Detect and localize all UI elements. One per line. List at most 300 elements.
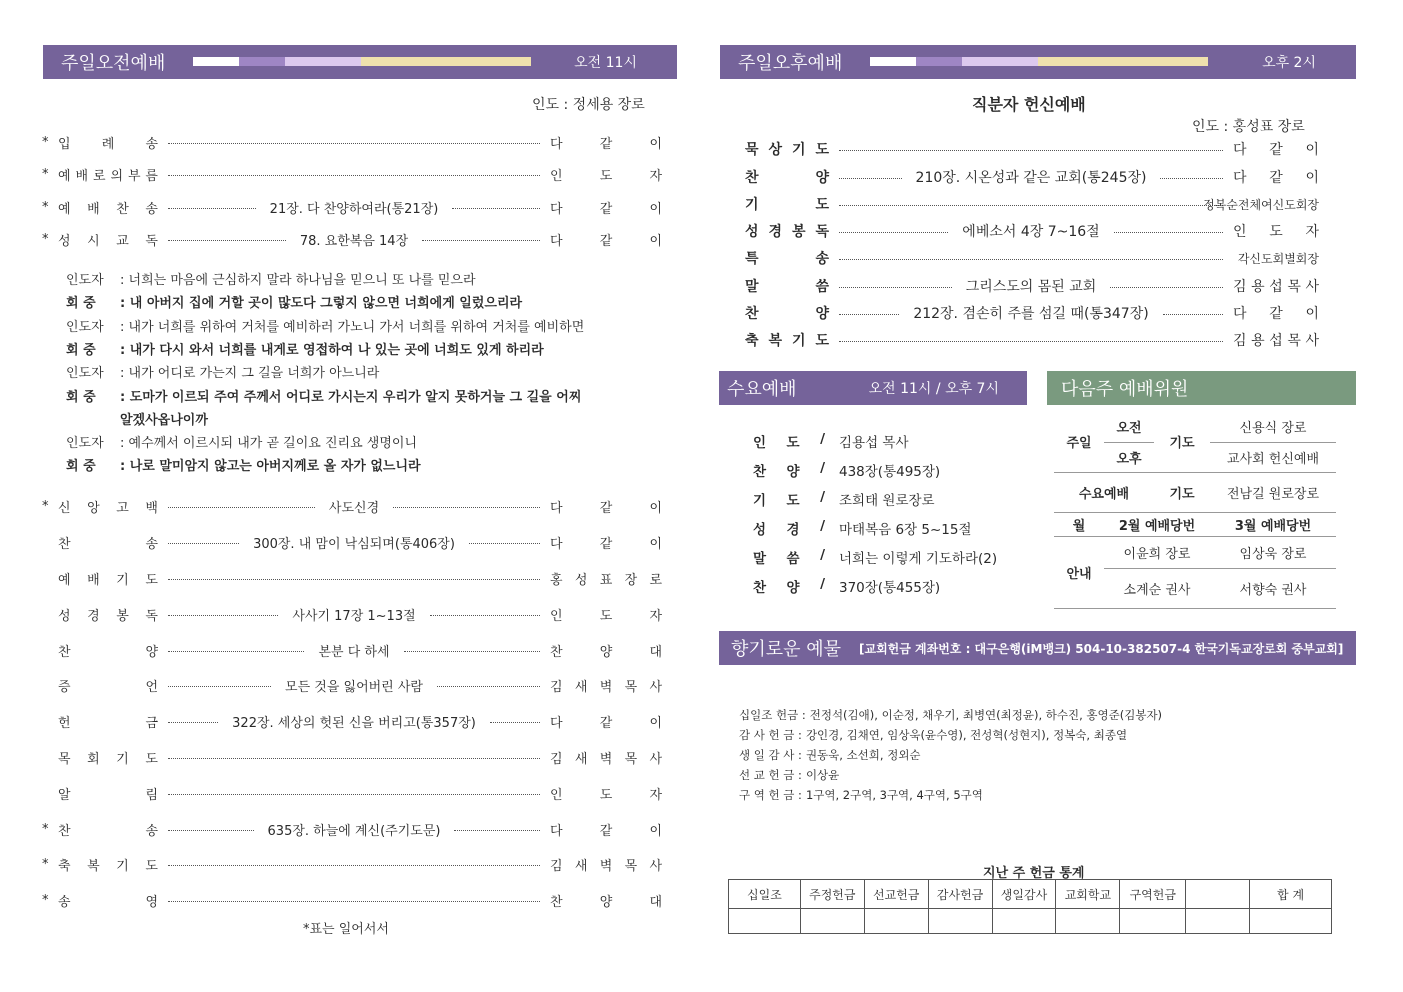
dotted-leader (422, 240, 540, 241)
performer-char: 이 (649, 233, 662, 249)
label-char: 도 (815, 197, 829, 213)
stats-title: 지난 주 헌금 통계 (983, 866, 1085, 881)
sunday-label: 주일 (1054, 412, 1104, 472)
standing-mark: * (42, 231, 49, 247)
stats-value-cell (928, 909, 992, 934)
order-performer (1233, 167, 1319, 187)
label-char: 경 (768, 224, 783, 240)
label-char: 목 (58, 751, 71, 767)
morning-header (43, 45, 677, 79)
dotted-leader (839, 232, 948, 233)
afternoon-header (720, 45, 1356, 79)
order-performer (1233, 276, 1319, 296)
label-char: 앙 (87, 500, 100, 516)
responsive-line (66, 386, 581, 405)
dotted-leader (839, 287, 952, 288)
performer-char: 새 (574, 751, 588, 767)
dotted-leader (168, 794, 540, 795)
month-label: 월 (1054, 512, 1104, 536)
afternoon-subtitle: 직분자 헌신예배 (972, 95, 1086, 114)
order-row (745, 276, 1319, 296)
order-label (745, 221, 829, 241)
performer-char: 표 (599, 572, 613, 588)
label-char: 독 (815, 224, 829, 240)
offering-names: 전정석(김애), 이순정, 채우기, 최병연(최정윤), 하수진, 홍영준(김봉자) (809, 708, 1163, 722)
performer-char: 다 (550, 823, 563, 839)
label-char: 송 (145, 536, 158, 552)
label-char: 예 (58, 201, 71, 217)
label-char: 송 (145, 136, 158, 152)
speaker-colon: : (120, 273, 129, 288)
label-char: 성 (753, 522, 767, 538)
offering-names: 권동욱, 소선희, 정외순 (805, 748, 921, 762)
order-label (58, 533, 158, 552)
standing-note: *표는 일어서서 (303, 922, 389, 937)
label-char: 봉 (116, 608, 129, 624)
order-row (42, 747, 662, 767)
performer-char: 사 (649, 858, 662, 874)
responsive-text: 예수께서 이르시되 내가 곧 길이요 진리요 생명이니 (128, 436, 418, 451)
label-char: 기 (745, 197, 759, 213)
responsive-line (66, 432, 417, 451)
label-char: 도 (145, 858, 158, 874)
wednesday-row (753, 518, 972, 538)
performer-char: 같 (599, 500, 613, 516)
performer-char: 대 (649, 644, 662, 660)
performer-char: 자 (1305, 224, 1319, 240)
order-performer (550, 712, 662, 731)
order-row (42, 640, 662, 660)
speaker: 인도자 (66, 436, 104, 451)
offering-header (719, 631, 1356, 665)
label-char: 고 (116, 500, 129, 516)
offering-title: 향기로운 예물 (731, 639, 842, 660)
speaker: 인도자 (66, 273, 104, 288)
order-row (745, 194, 1319, 214)
label-char: 예 (58, 168, 71, 184)
performer-char: 같 (599, 536, 613, 552)
dotted-leader (839, 259, 1223, 260)
performer-char: 사 (649, 679, 663, 695)
label-char: 양 (786, 580, 800, 596)
dotted-leader (1114, 232, 1223, 233)
nextweek-title: 다음주 예배위원 (1061, 379, 1189, 400)
wednesday-title: 수요예배 (727, 379, 797, 400)
order-label (58, 820, 158, 839)
order-row (42, 197, 662, 217)
stats-header-cell: 주정헌금 (800, 880, 864, 909)
performer-char: 새 (574, 858, 588, 874)
afternoon-time: 오후 2시 (1262, 55, 1316, 71)
performer-char: 이 (1305, 142, 1319, 158)
order-label (58, 569, 158, 588)
label-char: 도 (145, 572, 158, 588)
order-row (745, 303, 1319, 323)
wednesday-row (753, 576, 940, 596)
nextweek-table (1054, 412, 1336, 609)
performer-char: 다 (1233, 306, 1247, 322)
responsive-line (66, 292, 522, 311)
wednesday-value: 너희는 이렇게 기도하라(2) (839, 551, 998, 567)
label-char: 찬 (753, 464, 767, 480)
stats-value-cell (729, 909, 801, 934)
order-performer (550, 165, 662, 184)
dotted-leader (168, 507, 315, 508)
label-char: 시 (87, 233, 100, 249)
offering-names: 이상윤 (805, 768, 840, 782)
dotted-leader (168, 543, 239, 544)
performer-char: 도 (599, 168, 613, 184)
order-performer: 정복순전체여신도회장 (1203, 197, 1319, 212)
stats-value-cell (1056, 909, 1120, 934)
performer-char: 자 (649, 608, 662, 624)
performer-char: 용 (1251, 279, 1265, 295)
label-char: 송 (58, 894, 71, 910)
wednesday-header (719, 371, 1027, 405)
performer-char: 벽 (599, 858, 613, 874)
order-label (745, 194, 829, 214)
wednesday-value: 438장(통495장) (839, 464, 941, 480)
performer-char: 장 (624, 572, 638, 588)
order-row (42, 854, 662, 874)
label-char: 백 (145, 500, 158, 516)
performer-char: 도 (599, 608, 613, 624)
dotted-leader (452, 208, 540, 209)
offering-label: 십일조 헌금 : (739, 708, 806, 722)
label-char: 인 (753, 435, 767, 451)
stats-value-cell (1250, 909, 1332, 934)
performer-char: 같 (1269, 142, 1283, 158)
label-char: 도 (815, 142, 829, 158)
label-char: 찬 (745, 170, 759, 186)
label-char: 양 (815, 170, 829, 186)
dotted-leader (437, 686, 540, 687)
label-char: 회 (87, 751, 100, 767)
performer-char: 김 (1233, 333, 1247, 349)
performer-char: 목 (624, 751, 638, 767)
performer-char: 성 (574, 572, 588, 588)
label-char: 도 (786, 435, 800, 451)
label-char: 기 (791, 333, 806, 349)
order-performer (550, 133, 662, 152)
label-char: 양 (145, 644, 158, 660)
order-label (745, 248, 829, 268)
label-char: 기 (116, 858, 129, 874)
label-char: 배 (87, 201, 100, 217)
label-char: / (820, 518, 825, 534)
order-content: 212장. 겸손히 주를 섬길 때(통347장) (913, 306, 1149, 322)
performer-char: 도 (599, 787, 613, 803)
wednesday-row (753, 460, 940, 480)
label-char: 찬 (58, 536, 71, 552)
dotted-leader (404, 651, 540, 652)
mar-guide-1: 임상욱 장로 (1210, 536, 1336, 568)
order-performer (550, 230, 662, 249)
stats-header-cell: 생일감사 (992, 880, 1056, 909)
order-performer (1233, 139, 1319, 159)
wednesday-label (753, 431, 825, 451)
dotted-leader (1163, 314, 1223, 315)
performer-char: 목 (1287, 279, 1301, 295)
offering-label: 선 교 헌 금 : (739, 768, 802, 782)
header-stripe (870, 57, 1208, 66)
label-char: 씀 (815, 279, 829, 295)
performer-char: 이 (1305, 306, 1320, 322)
order-label (58, 605, 158, 624)
performer-char: 이 (649, 715, 662, 731)
order-label (745, 330, 829, 350)
stats-value-cell (1120, 909, 1186, 934)
label-char: 찬 (116, 201, 129, 217)
feb-label: 2월 예배당번 (1104, 512, 1210, 536)
nextweek-header (1047, 371, 1356, 405)
speaker-colon: : (120, 390, 130, 405)
performer-char: 다 (550, 233, 563, 249)
performer-char: 벽 (599, 751, 613, 767)
stats-value-cell (800, 909, 864, 934)
performer-char: 자 (649, 168, 662, 184)
responsive-line (66, 409, 208, 428)
order-content: 21장. 다 찬양하여라(통21장) (269, 201, 439, 217)
label-char: 찬 (58, 823, 71, 839)
performer-char: 같 (599, 136, 613, 152)
feb-guide-2: 소계순 권사 (1104, 568, 1210, 608)
stats-header-cell: 선교헌금 (864, 880, 928, 909)
label-char: 금 (145, 715, 158, 731)
performer-char: 섭 (1269, 279, 1283, 295)
label-char: 기 (753, 493, 767, 509)
order-row (42, 532, 662, 552)
order-performer (1233, 330, 1319, 350)
order-performer (550, 569, 662, 588)
order-label (745, 303, 829, 323)
performer-char: 찬 (550, 894, 563, 910)
stats-value-cell (992, 909, 1056, 934)
dotted-leader (168, 579, 540, 580)
performer-char: 김 (550, 858, 563, 874)
dotted-leader (469, 543, 540, 544)
dotted-leader (168, 901, 540, 902)
offering-line (739, 727, 1127, 743)
label-char: / (820, 431, 825, 447)
order-label (58, 230, 158, 249)
label-char: 축 (745, 333, 759, 349)
label-char: 성 (58, 608, 71, 624)
speaker: 회 중 (66, 459, 96, 474)
order-content: 본분 다 하세 (318, 644, 390, 660)
dotted-leader (839, 150, 1223, 151)
performer-char: 로 (649, 572, 662, 588)
order-row (745, 139, 1319, 159)
dotted-leader (168, 143, 540, 144)
afternoon-leader: 인도 : 홍성표 장로 (1192, 119, 1305, 135)
label-char: 기 (116, 572, 129, 588)
wednesday-label (753, 518, 825, 538)
order-row (42, 229, 662, 249)
performer-char: 다 (550, 136, 563, 152)
responsive-line (66, 362, 379, 381)
afternoon-title: 주일오후예배 (738, 53, 843, 74)
order-row (42, 783, 662, 803)
label-char: 림 (145, 787, 158, 803)
wednesday-row (753, 489, 935, 509)
responsive-text: 내가 다시 와서 너희를 내게로 영접하여 나 있는 곳에 너희도 있게 하리라 (129, 343, 544, 358)
performer-char: 김 (1233, 279, 1247, 295)
label-char: / (820, 489, 825, 505)
order-performer (550, 497, 662, 516)
label-char: 영 (145, 894, 158, 910)
label-char: 기 (116, 751, 129, 767)
stats-header-cell: 교회학교 (1056, 880, 1120, 909)
speaker-colon: : (120, 296, 130, 311)
performer-char: 찬 (550, 644, 563, 660)
label-char: 례 (101, 136, 115, 152)
speaker-colon: : (120, 436, 129, 451)
dotted-leader (1160, 178, 1223, 179)
order-performer (550, 820, 662, 839)
speaker-colon: : (120, 343, 130, 358)
speaker-colon: : (120, 366, 129, 381)
label-char: 축 (58, 858, 71, 874)
offering-line (739, 767, 839, 783)
order-row (745, 248, 1319, 268)
label-char: 씀 (786, 551, 800, 567)
morning-title: 주일오전예배 (61, 53, 166, 74)
order-row (42, 890, 662, 910)
standing-mark: * (42, 199, 49, 215)
performer-char: 김 (550, 679, 563, 695)
label-char: 배 (75, 168, 89, 184)
dotted-leader (168, 686, 271, 687)
performer-char: 벽 (599, 679, 613, 695)
offering-line (739, 787, 983, 803)
performer-char: 사 (649, 751, 662, 767)
performer-char: 홍 (550, 572, 563, 588)
order-content: 322장. 세상의 헛된 신을 버리고(통357장) (232, 715, 476, 731)
performer-char: 같 (1269, 170, 1283, 186)
dotted-leader (168, 240, 286, 241)
label-char: 신 (58, 500, 71, 516)
wednesday-label (753, 547, 825, 567)
label-char: 성 (745, 224, 759, 240)
order-performer (1233, 303, 1319, 323)
dotted-leader (454, 830, 540, 831)
dotted-leader (839, 341, 1223, 342)
dotted-leader (839, 178, 902, 179)
responsive-text: 도마가 이르되 주여 주께서 어디로 가시는지 우리가 알지 못하거늘 그 길을 어찌 (129, 390, 582, 405)
dotted-leader (168, 722, 218, 723)
order-label (58, 133, 158, 152)
order-label (58, 748, 158, 767)
dotted-leader (168, 175, 540, 176)
label-char: 양 (786, 464, 800, 480)
wednesday-time: 오전 11시 / 오후 7시 (868, 381, 999, 397)
order-label (58, 784, 158, 803)
morning-leader: 인도 : 정세용 장로 (532, 97, 645, 113)
performer-char: 용 (1251, 333, 1265, 349)
performer-char: 다 (550, 536, 563, 552)
order-performer (550, 676, 662, 695)
label-char: 특 (745, 251, 759, 267)
wednesday-row (753, 431, 909, 451)
dotted-leader (168, 615, 278, 616)
offering-line (739, 707, 1162, 723)
order-row (42, 675, 662, 695)
performer-char: 목 (624, 679, 638, 695)
wednesday-label (753, 460, 825, 480)
offering-names: 1구역, 2구역, 3구역, 4구역, 5구역 (805, 788, 983, 802)
label-char: 배 (87, 572, 100, 588)
speaker: 회 중 (66, 343, 96, 358)
performer-char: 인 (550, 608, 563, 624)
order-label (745, 139, 829, 159)
pm-person: 교사회 헌신예배 (1210, 442, 1336, 472)
label-char: 도 (786, 493, 800, 509)
order-performer (550, 641, 662, 660)
standing-mark: * (42, 892, 49, 908)
offering-account: [교회헌금 계좌번호 : 대구은행(iM뱅크) 504-10-382507-4 한국기독교장로회 중부교회] (859, 641, 1344, 656)
speaker: 회 중 (66, 296, 96, 311)
order-label (58, 641, 158, 660)
stats-table (728, 879, 1332, 934)
label-char: 부 (127, 168, 141, 184)
mar-label: 3월 예배당번 (1210, 512, 1336, 536)
performer-char: 이 (649, 823, 662, 839)
label-char: / (820, 460, 825, 476)
label-char: 도 (815, 333, 829, 349)
order-row (745, 330, 1319, 350)
order-performer (550, 605, 662, 624)
performer-char: 대 (649, 894, 662, 910)
label-char: 송 (145, 823, 158, 839)
dotted-leader (168, 865, 540, 866)
label-char: / (820, 576, 825, 592)
responsive-text: 내가 너희를 위하여 거처를 예비하러 가노니 가서 너희를 위하여 거처를 예비하면 (128, 320, 585, 335)
dotted-leader (839, 314, 899, 315)
order-row (42, 819, 662, 839)
order-performer (550, 784, 662, 803)
performer-char: 다 (550, 201, 563, 217)
offering-names: 강인경, 김채연, 임상욱(윤수영), 전성혁(성현지), 정복숙, 최종열 (805, 728, 1128, 742)
order-content: 사사기 17장 1~13절 (292, 608, 416, 624)
order-label (745, 276, 829, 296)
order-performer (550, 533, 662, 552)
label-char: / (820, 547, 825, 563)
label-char: 말 (745, 279, 759, 295)
performer-char: 인 (550, 787, 563, 803)
label-char: 복 (768, 333, 783, 349)
standing-mark: * (42, 821, 49, 837)
performer-char: 이 (649, 500, 663, 516)
label-char: 예 (58, 572, 71, 588)
dotted-leader (839, 205, 1223, 206)
label-char: 기 (791, 142, 806, 158)
am-label: 오전 (1104, 412, 1154, 442)
morning-time: 오전 11시 (574, 55, 637, 71)
performer-char: 인 (1233, 224, 1247, 240)
label-char: 찬 (753, 580, 767, 596)
label-char: 상 (768, 142, 783, 158)
performer-char: 사 (1305, 279, 1319, 295)
performer-char: 같 (599, 201, 613, 217)
performer-char: 이 (649, 536, 663, 552)
pm-label: 오후 (1104, 442, 1154, 472)
performer-char: 김 (550, 751, 563, 767)
order-row (745, 167, 1319, 187)
standing-mark: * (42, 166, 49, 182)
label-char: 헌 (58, 715, 71, 731)
label-char: 증 (58, 679, 71, 695)
